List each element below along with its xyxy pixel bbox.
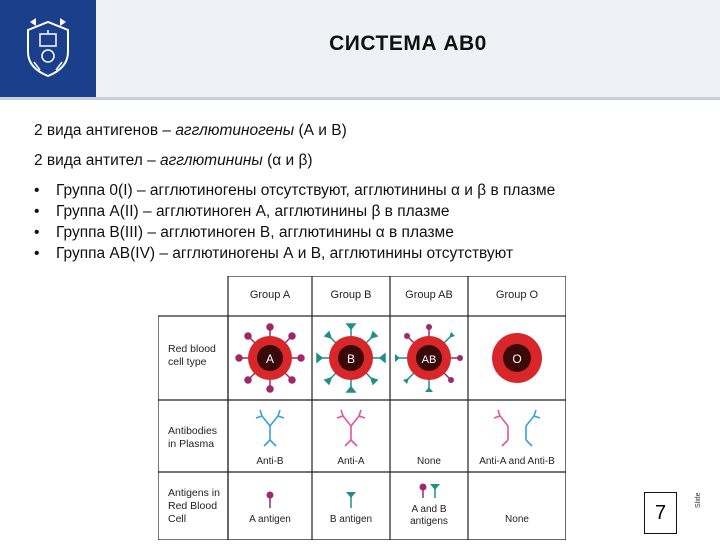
list-item: • Группа А(II) – агглютиноген А, агглютинины β в плазме (34, 203, 450, 220)
col-header-group-ab: Group AB (405, 289, 453, 301)
col-header-group-b: Group B (330, 289, 372, 301)
row-label-antigens-2: Red Blood (168, 500, 218, 512)
row-label-rbc-1: Red blood (168, 343, 216, 355)
antibodies-group-b: Anti-A (337, 456, 365, 467)
svg-text:O: O (512, 352, 522, 366)
svg-text:A: A (265, 352, 275, 366)
slide-header (0, 0, 720, 100)
col-header-group-o: Group O (495, 289, 539, 301)
a-and-b-antigen-icon (420, 484, 441, 499)
antibodies-group-ab: None (417, 456, 441, 467)
antigens-tail: (А и В) (294, 122, 347, 139)
header-divider (0, 97, 720, 100)
list-item: • Группа В(III) – агглютиноген В, агглютинины α в плазме (34, 224, 454, 241)
red-cell-a (236, 324, 304, 392)
svg-text:AB: AB (421, 354, 437, 366)
antigens-line (34, 122, 347, 140)
antigens-group-ab-2: antigens (410, 516, 448, 527)
antibodies-group-o: Anti-A and Anti-B (479, 456, 555, 467)
antigens-group-a: A antigen (249, 514, 291, 525)
list-item: • Группа АВ(IV) – агглютиногены А и В, агглютинины отсутствуют (34, 245, 514, 262)
svg-text:B: B (346, 352, 356, 366)
antibodies-group-a: Anti-B (256, 456, 284, 467)
antigens-group-ab-1: A and B (411, 504, 447, 515)
antigens-term: агглютиногены (175, 122, 295, 139)
row-label-antigens-1: Antigens in (168, 487, 220, 499)
row-label-antibodies-1: Antibodies (168, 425, 218, 437)
slide-title: СИСТЕМА АВ0 (329, 32, 487, 55)
university-logo (0, 0, 96, 97)
page-number: 7 (644, 492, 677, 534)
antibodies-line (34, 152, 313, 170)
antibody-anti-b-icon (256, 410, 284, 446)
a-antigen-icon (267, 492, 274, 509)
antigens-lead: 2 вида антигенов – (34, 122, 176, 139)
side-tag: Slide (695, 492, 702, 508)
antibodies-term: агглютинины (160, 152, 263, 169)
antigens-group-o: None (505, 514, 529, 525)
antibody-anti-a-icon (337, 410, 365, 446)
red-cell-o (492, 333, 542, 383)
antibody-anti-a-and-anti-b-icon (494, 410, 540, 446)
abo-table-image (158, 276, 566, 540)
antigens-group-b: B antigen (329, 514, 373, 525)
antibodies-lead: 2 вида антител – (34, 152, 161, 169)
red-cell-ab (395, 324, 463, 392)
list-item: • Группа 0(I) – агглютиногены отсутствуют, агглютинины α и β в плазме (34, 182, 556, 199)
crest-icon (0, 0, 96, 97)
b-antigen-icon (346, 492, 356, 508)
red-cell-b (317, 324, 385, 392)
abo-blood-group-figure (158, 276, 566, 540)
antibodies-tail: (α и β) (262, 152, 313, 169)
row-label-antigens-3: Cell (168, 513, 187, 525)
col-header-group-a: Group A (249, 289, 291, 301)
row-label-rbc-2: cell type (168, 356, 207, 368)
row-label-antibodies-2: in Plasma (168, 438, 215, 450)
